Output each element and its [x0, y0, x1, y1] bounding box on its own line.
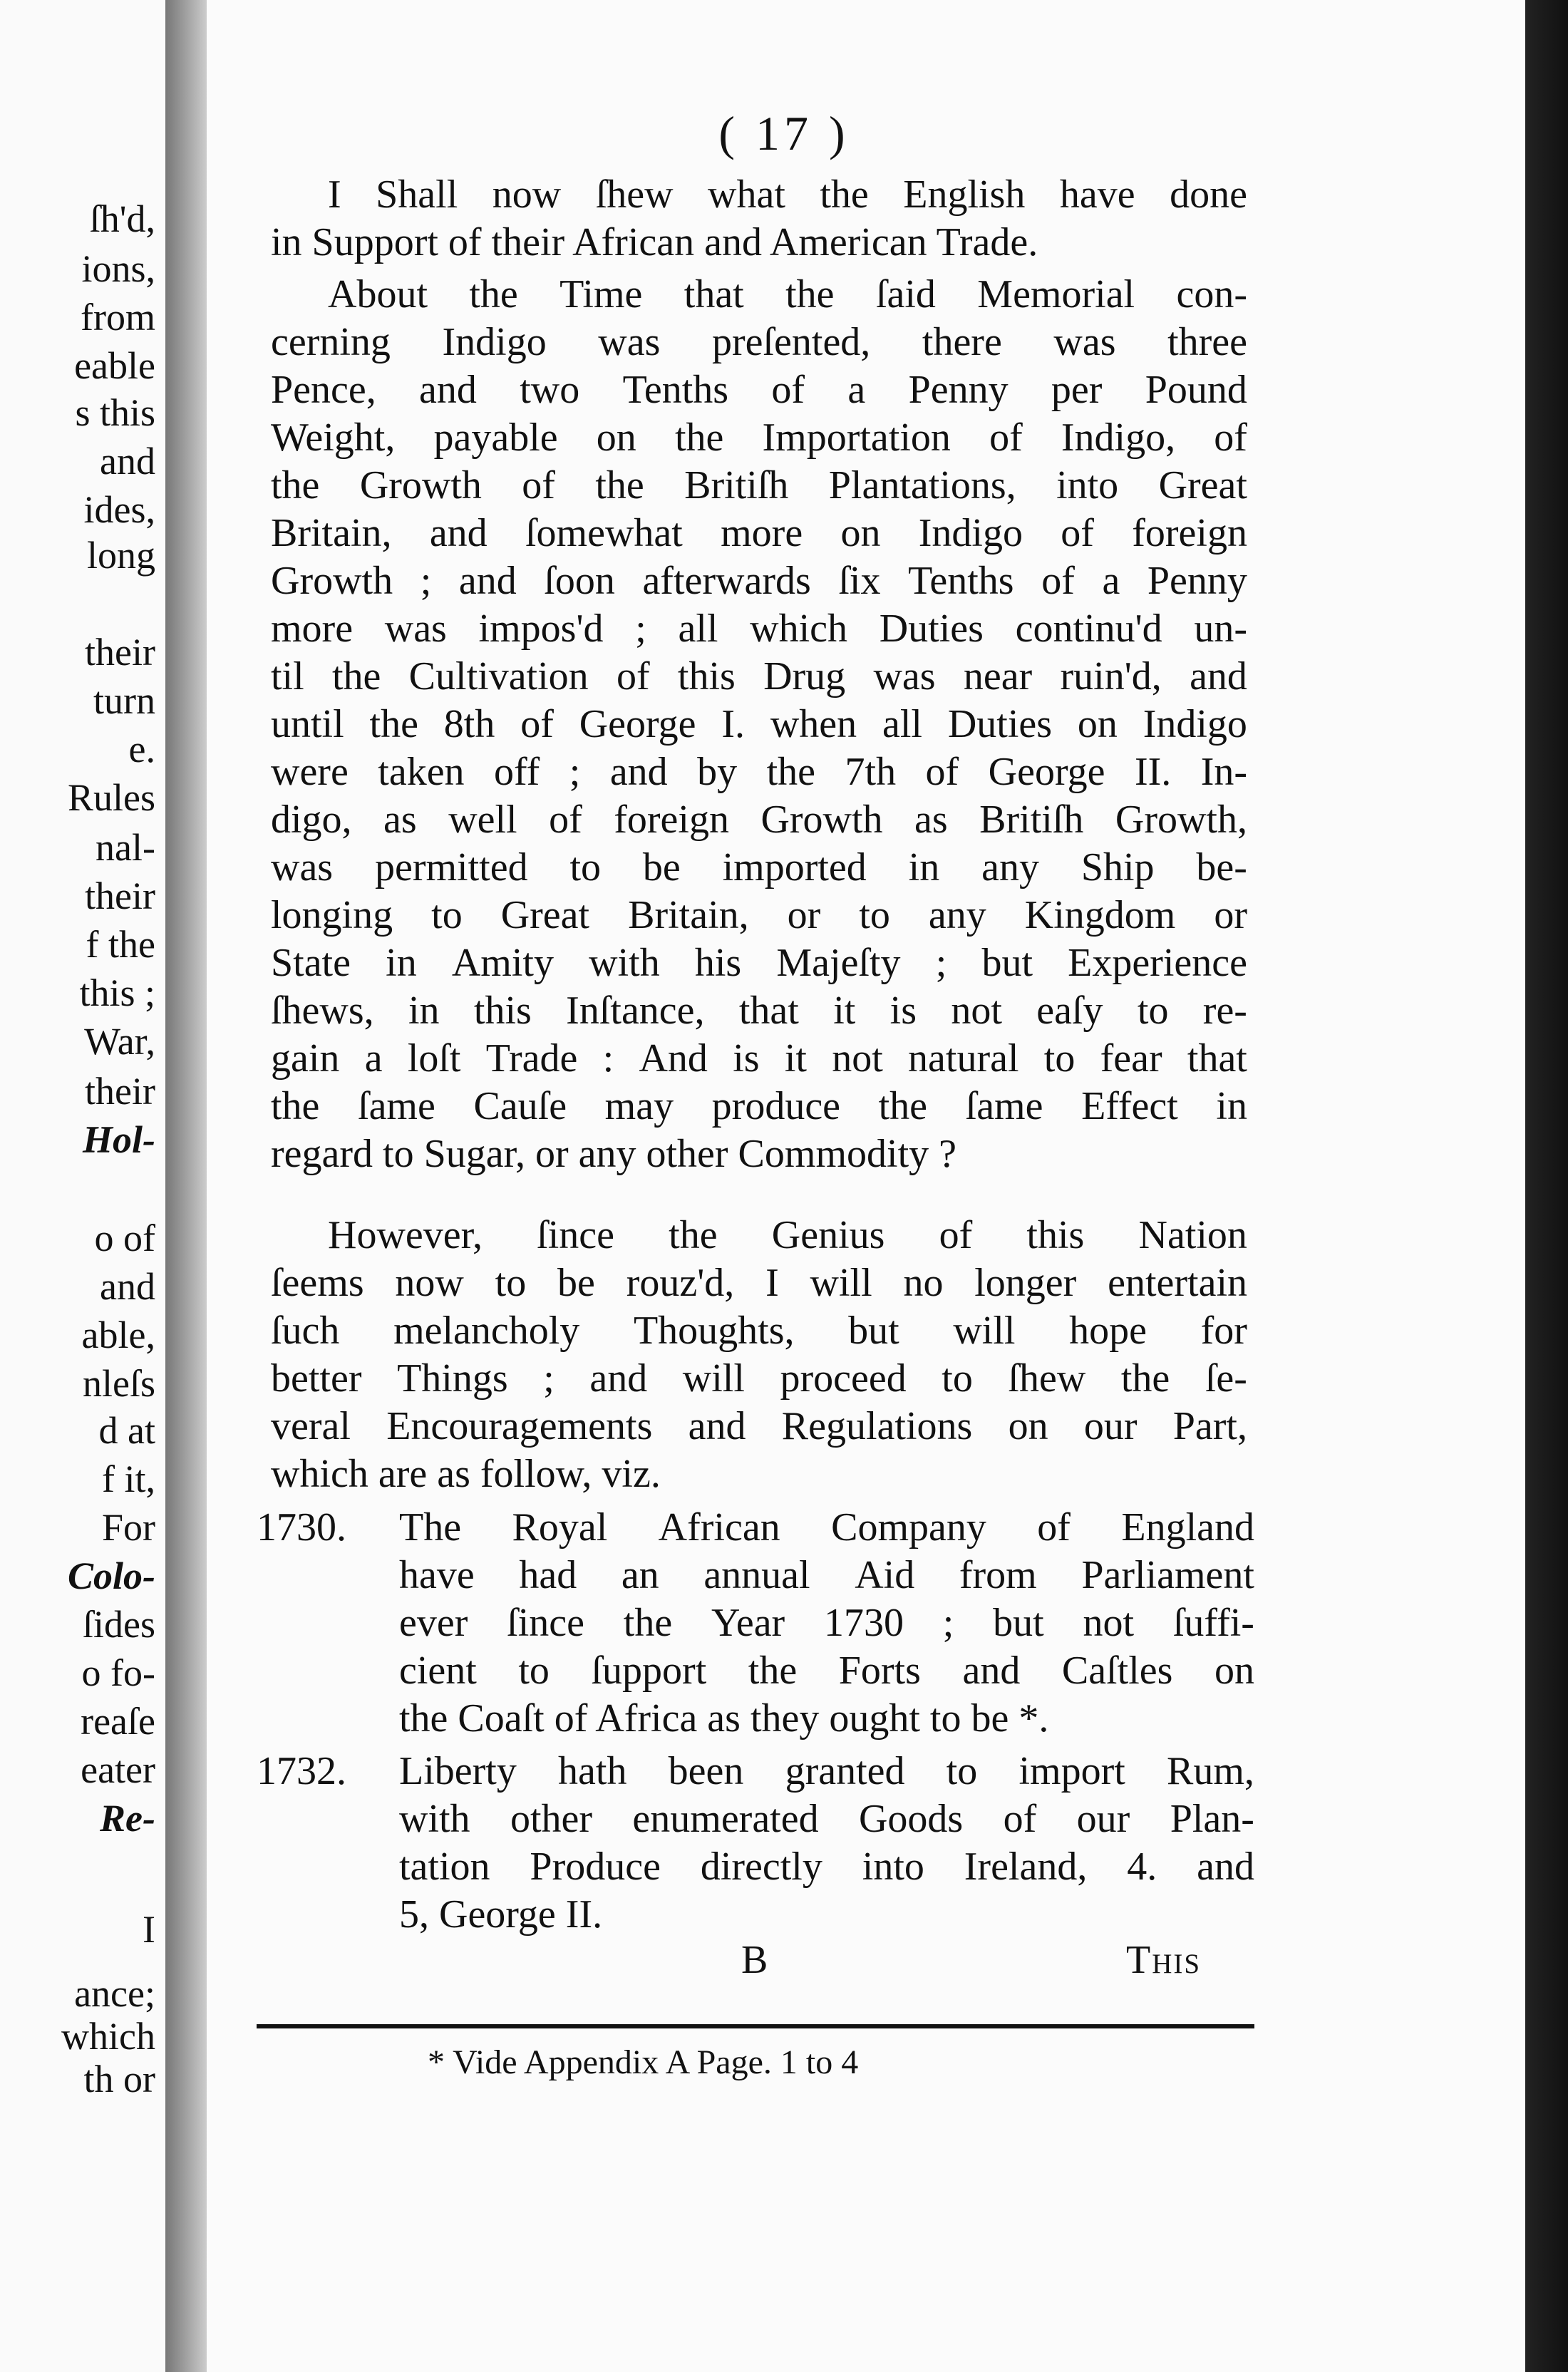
- facing-page-text-fragment: ides,: [83, 488, 155, 531]
- text-line: the Growth of the Britiſh Plantations, into Great: [271, 463, 1247, 507]
- facing-page-text-fragment: from: [81, 296, 155, 339]
- facing-page-text-fragment: f the: [86, 923, 155, 966]
- facing-page-text-fragment: For: [101, 1506, 155, 1549]
- facing-page-text-fragment: Colo-: [67, 1554, 155, 1597]
- entry-year: 1732.: [257, 1749, 346, 1793]
- page-edge: [1525, 0, 1568, 2372]
- text-line: veral Encouragements and Regulations on our Part,: [271, 1404, 1247, 1448]
- text-line: were taken off ; and by the 7th of George II. In-: [271, 750, 1247, 794]
- text-line: was permitted to be imported in any Ship be-: [271, 845, 1247, 890]
- paragraph-intro: [271, 171, 1247, 267]
- book-gutter: [165, 0, 208, 2372]
- text-line: State in Amity with his Majeſty ; but Experience: [271, 941, 1247, 985]
- text-line: ſeems now to be rouz'd, I will no longer entertain: [271, 1261, 1247, 1305]
- text-line: ſuch melancholy Thoughts, but will hope for: [271, 1309, 1247, 1353]
- facing-page-text-fragment: Re-: [100, 1797, 155, 1840]
- facing-page-text-fragment: ſides: [83, 1603, 155, 1646]
- text-line: digo, as well of foreign Growth as Britiſh Growth,: [271, 798, 1247, 842]
- facing-page-text-fragment: e.: [128, 728, 155, 770]
- facing-page-text-fragment: s this: [75, 391, 155, 434]
- facing-page-text-fragment: eable: [74, 344, 155, 387]
- facing-page-text-fragment: long: [86, 534, 155, 577]
- text-line: Growth ; and ſoon afterwards ſix Tenths of a Penny: [271, 559, 1247, 603]
- facing-page-text-fragment: nal-: [96, 826, 155, 869]
- footnote-rule: [257, 2024, 1254, 2028]
- text-line: Liberty hath been granted to import Rum,: [399, 1749, 1254, 1793]
- text-line: Weight, payable on the Importation of Indigo, of: [271, 416, 1247, 460]
- text-line: better Things ; and will proceed to ſhew the ſe-: [271, 1356, 1247, 1401]
- facing-page-text-fragment: o of: [94, 1217, 155, 1259]
- facing-page-text-fragment: this ;: [79, 971, 155, 1014]
- footnote: * Vide Appendix A Page. 1 to 4: [428, 2043, 859, 2081]
- facing-page-text-fragment: I: [143, 1908, 155, 1951]
- paragraph-indigo: [271, 271, 1247, 1178]
- text-line: regard to Sugar, or any other Commodity ?: [271, 1132, 956, 1176]
- facing-page-text-fragment: turn: [93, 679, 155, 722]
- facing-page-text-fragment: their: [85, 1070, 155, 1113]
- text-line: cerning Indigo was preſented, there was three: [271, 320, 1247, 364]
- facing-page-text-fragment: and: [100, 440, 155, 483]
- facing-page-text-fragment: their: [85, 631, 155, 674]
- text-line: more was impos'd ; all which Duties continu'd un-: [271, 607, 1247, 651]
- text-line: with other enumerated Goods of our Plan-: [399, 1797, 1254, 1841]
- text-line: Pence, and two Tenths of a Penny per Pound: [271, 368, 1247, 412]
- text-line: Britain, and ſomewhat more on Indigo of foreign: [271, 511, 1247, 555]
- text-line: cient to ſupport the Forts and Caſtles on: [399, 1649, 1254, 1693]
- text-line: the Coaſt of Africa as they ought to be *.: [399, 1696, 1049, 1741]
- text-line: until the 8th of George I. when all Duties on Indigo: [271, 702, 1247, 746]
- facing-page-text-fragment: able,: [81, 1314, 155, 1356]
- text-line: However, ſince the Genius of this Nation: [328, 1213, 1247, 1257]
- catchword: This: [1126, 1938, 1202, 1982]
- facing-page-text-fragment: ions,: [81, 247, 155, 290]
- text-line: tation Produce directly into Ireland, 4. and: [399, 1845, 1254, 1889]
- facing-page-text-fragment: nleſs: [83, 1362, 155, 1405]
- facing-page-fragment: [0, 0, 165, 2372]
- facing-page-text-fragment: Hol-: [83, 1118, 155, 1161]
- facing-page-text-fragment: ance;: [74, 1972, 155, 2015]
- text-line: 5, George II.: [399, 1892, 603, 1937]
- text-line: in Support of their African and American Trade.: [271, 220, 1038, 264]
- text-line: ever ſince the Year 1730 ; but not ſuffi-: [399, 1601, 1254, 1645]
- text-line: ſhews, in this Inſtance, that it is not eaſy to re-: [271, 989, 1247, 1033]
- facing-page-text-fragment: ſh'd,: [89, 197, 155, 240]
- text-line: gain a loſt Trade : And is it not natural to fear that: [271, 1036, 1247, 1081]
- text-line: which are as follow, viz.: [271, 1452, 661, 1496]
- text-line: I Shall now ſhew what the English have done: [328, 172, 1247, 217]
- text-line: the ſame Cauſe may produce the ſame Effect in: [271, 1084, 1247, 1128]
- entry-year: 1730.: [257, 1505, 346, 1549]
- facing-page-text-fragment: th or: [83, 2058, 155, 2100]
- facing-page-text-fragment: f it,: [102, 1458, 155, 1500]
- facing-page-text-fragment: their: [85, 875, 155, 917]
- text-line: longing to Great Britain, or to any Kingdom or: [271, 893, 1247, 937]
- paragraph-however: [271, 1212, 1247, 1498]
- text-line: have had an annual Aid from Parliament: [399, 1553, 1254, 1597]
- text-line: The Royal African Company of England: [399, 1505, 1254, 1549]
- facing-page-text-fragment: d at: [98, 1409, 155, 1452]
- facing-page-text-fragment: reaſe: [81, 1700, 155, 1743]
- facing-page-text-fragment: Rules: [67, 776, 155, 819]
- page-number: ( 17 ): [718, 106, 850, 160]
- facing-page-text-fragment: eater: [81, 1748, 155, 1791]
- text-line: til the Cultivation of this Drug was near ruin'd, and: [271, 654, 1247, 698]
- facing-page-text-fragment: o fo-: [81, 1651, 155, 1694]
- facing-page-text-fragment: and: [100, 1265, 155, 1308]
- signature-mark: B: [741, 1938, 768, 1982]
- facing-page-text-fragment: War,: [84, 1020, 155, 1063]
- text-line: About the Time that the ſaid Memorial con-: [328, 272, 1247, 316]
- facing-page-text-fragment: which: [61, 2015, 155, 2058]
